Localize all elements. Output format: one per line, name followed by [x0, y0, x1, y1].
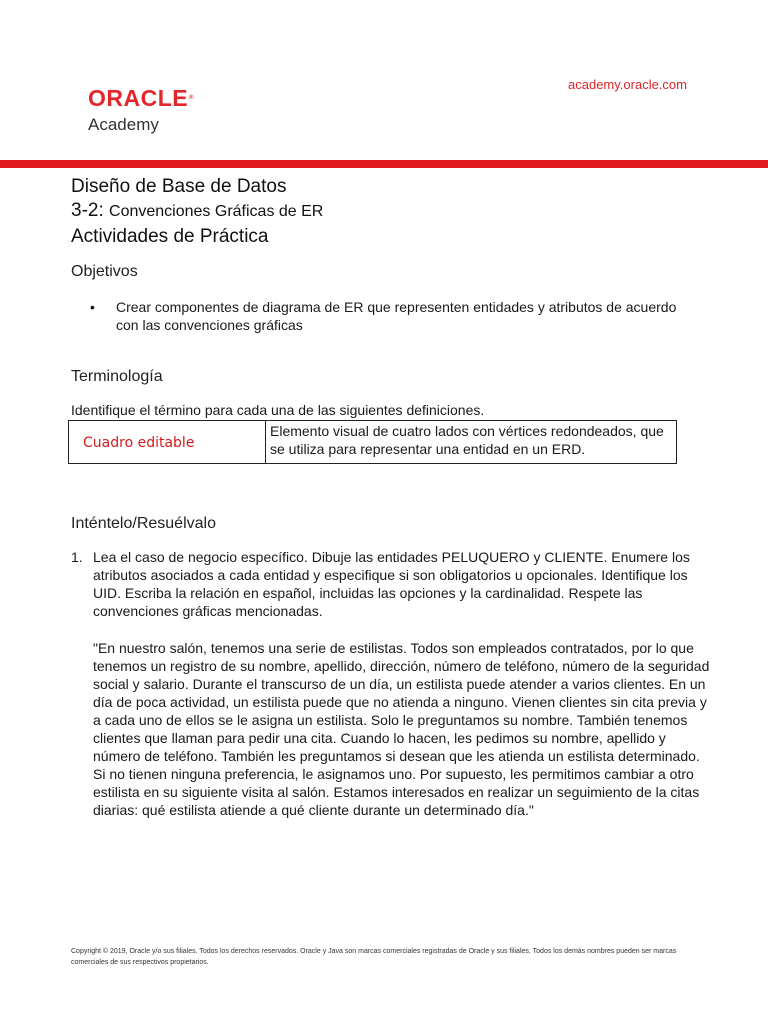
- course-title: Diseño de Base de Datos: [71, 176, 287, 197]
- business-case-quote: "En nuestro salón, tenemos una serie de estilistas. Todos son empleados contratados, por lo que tenemos un registro de su nombre, apellido, dirección, número de teléfono, número de la seguridad social y salario. Durante el transcurso de un día, un estilista puede atender a varios clientes. En un día de poca actividad, un estilista puede que no atienda a ninguno. Vienen clientes sin cita previa y a cada uno de ellos se le asigna un estilista. Solo le preguntamos su nombre. También tenemos clientes que llaman para pedir una cita. Cuando lo hacen, les pedimos su nombre, apellido y número de teléfono. También les preguntamos si desean que les atienda un estilista determinado. Si no tienen ninguna preferencia, le asignamos uno. Por supuesto, les permitimos cambiar a otro estilista en su siguiente visita al salón. Estamos interesados en realizar un seguimiento de la citas diarias: qué estilista atiende a qué cliente durante un determinado día.": [93, 640, 710, 818]
- exercise-number: 1.: [71, 549, 83, 565]
- logo-wordmark: ORACLE®: [88, 85, 195, 111]
- objectives-list: [71, 298, 691, 334]
- lesson-title: [71, 198, 323, 225]
- terminology-heading: Terminología: [71, 368, 163, 385]
- academy-site-link[interactable]: academy.oracle.com: [568, 77, 687, 92]
- logo-subtitle: Academy: [88, 115, 159, 134]
- bullet-icon: •: [90, 299, 95, 315]
- objectives-heading: Objetivos: [71, 263, 138, 280]
- table-row: [69, 421, 677, 464]
- exercise-instructions: Lea el caso de negocio específico. Dibuje las entidades PELUQUERO y CLIENTE. Enumere los atributos asociados a cada entidad y especifique si son obligatorios u opcionales. Identifique los UID. Escriba la relación en español, incluidas las opciones y la cardinalidad. Respete las convenciones gráficas mencionadas.: [93, 549, 690, 619]
- objective-text: Crear componentes de diagrama de ER que representen entidades y atributos de acuerdo con las convenciones gráficas: [116, 299, 677, 333]
- terminology-table: [68, 420, 677, 464]
- exercise-list: [71, 548, 711, 819]
- exercise-item: [71, 548, 711, 819]
- objective-item: [71, 298, 691, 334]
- term-definition: Elemento visual de cuatro lados con vértices redondeados, que se utiliza para representar una entidad en un ERD.: [266, 421, 677, 464]
- registered-mark: ®: [189, 95, 195, 101]
- exercises-heading: Inténtelo/Resuélvalo: [71, 515, 216, 532]
- lesson-name: Convenciones Gráficas de ER: [109, 203, 324, 220]
- oracle-academy-logo: [88, 86, 194, 135]
- lesson-number: 3-2:: [71, 200, 104, 221]
- activity-title: Actividades de Práctica: [71, 226, 269, 247]
- header-divider: [0, 160, 768, 168]
- title-block: [71, 176, 323, 249]
- copyright-footer: Copyright © 2019, Oracle y/o sus filiales. Todos los derechos reservados. Oracle y Java son marcas comerciales registradas de Oracle y sus filiales. Todos los demás nombres pueden ser marcas comerciales de sus respectivos propietarios.: [71, 948, 677, 966]
- terminology-instruction: Identifique el término para cada una de las siguientes definiciones.: [71, 402, 485, 418]
- term-answer[interactable]: Cuadro editable: [83, 435, 195, 451]
- term-answer-cell[interactable]: [69, 421, 266, 464]
